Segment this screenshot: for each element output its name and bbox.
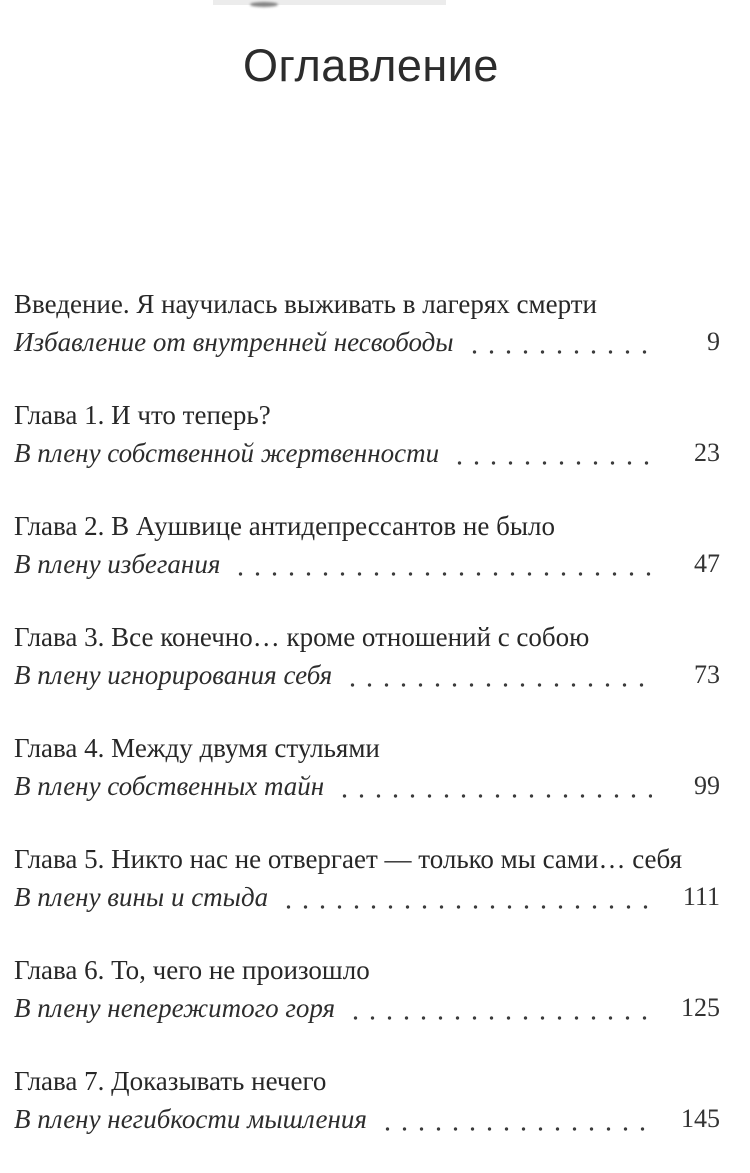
toc-entry[interactable] bbox=[14, 285, 720, 361]
page-number: 47 bbox=[694, 549, 720, 578]
toc-entry-subtitle: В плену непережитого горя bbox=[14, 993, 336, 1023]
toc-entry-title: Глава 5. Никто нас не отвергает — только мы сами… себя bbox=[14, 844, 682, 874]
toc-entry-title: Глава 6. То, чего не произошло bbox=[14, 955, 370, 985]
page-number: 73 bbox=[694, 660, 720, 689]
table-of-contents bbox=[14, 285, 720, 1173]
toc-entry-subtitle: В плену собственных тайн bbox=[14, 771, 325, 801]
page-number: 9 bbox=[707, 327, 720, 356]
cropped-text-artifact-smudge bbox=[250, 2, 278, 7]
toc-entry-title: Глава 1. И что теперь? bbox=[14, 400, 271, 430]
dot-leader bbox=[232, 572, 652, 576]
dot-leader bbox=[347, 1016, 652, 1020]
page-number: 111 bbox=[682, 882, 720, 911]
dot-leader bbox=[336, 794, 652, 798]
dot-leader bbox=[466, 350, 652, 354]
toc-entry-line2 bbox=[14, 656, 720, 694]
dot-leader bbox=[379, 1127, 652, 1131]
toc-entry-title: Введение. Я научилась выживать в лагерях смерти bbox=[14, 289, 597, 319]
toc-entry[interactable] bbox=[14, 840, 720, 916]
toc-entry-subtitle: Избавление от внутренней несвободы bbox=[14, 327, 454, 357]
toc-entry-line2 bbox=[14, 545, 720, 583]
toc-entry-subtitle: В плену негибкости мышления bbox=[14, 1104, 367, 1134]
toc-entry-title: Глава 4. Между двумя стульями bbox=[14, 733, 380, 763]
page-number: 145 bbox=[681, 1104, 720, 1133]
toc-entry-line2 bbox=[14, 1100, 720, 1138]
toc-entry-subtitle: В плену игнорирования себя bbox=[14, 660, 333, 690]
toc-entry[interactable] bbox=[14, 729, 720, 805]
page-title: Оглавление bbox=[243, 40, 499, 92]
cropped-text-artifact bbox=[213, 0, 446, 5]
toc-entry[interactable] bbox=[14, 396, 720, 472]
toc-entry-subtitle: В плену собственной жертвенности bbox=[14, 438, 440, 468]
dot-leader bbox=[451, 461, 652, 465]
dot-leader bbox=[280, 905, 652, 909]
toc-entry-line2 bbox=[14, 767, 720, 805]
toc-entry-subtitle: В плену вины и стыда bbox=[14, 882, 269, 912]
toc-entry-subtitle: В плену избегания bbox=[14, 549, 221, 579]
toc-entry[interactable] bbox=[14, 951, 720, 1027]
page-number: 125 bbox=[681, 993, 720, 1022]
toc-entry-line2 bbox=[14, 434, 720, 472]
toc-entry-title: Глава 2. В Аушвице антидепрессантов не было bbox=[14, 511, 555, 541]
toc-entry-line2 bbox=[14, 878, 720, 916]
toc-entry-title: Глава 7. Доказывать нечего bbox=[14, 1066, 327, 1096]
toc-entry-line2 bbox=[14, 989, 720, 1027]
toc-entry-title: Глава 3. Все конечно… кроме отношений с собою bbox=[14, 622, 590, 652]
page-number: 23 bbox=[694, 438, 720, 467]
dot-leader bbox=[344, 683, 652, 687]
toc-entry-line2 bbox=[14, 323, 720, 361]
page-number: 99 bbox=[694, 771, 720, 800]
toc-entry[interactable] bbox=[14, 1062, 720, 1138]
toc-entry[interactable] bbox=[14, 507, 720, 583]
toc-entry[interactable] bbox=[14, 618, 720, 694]
